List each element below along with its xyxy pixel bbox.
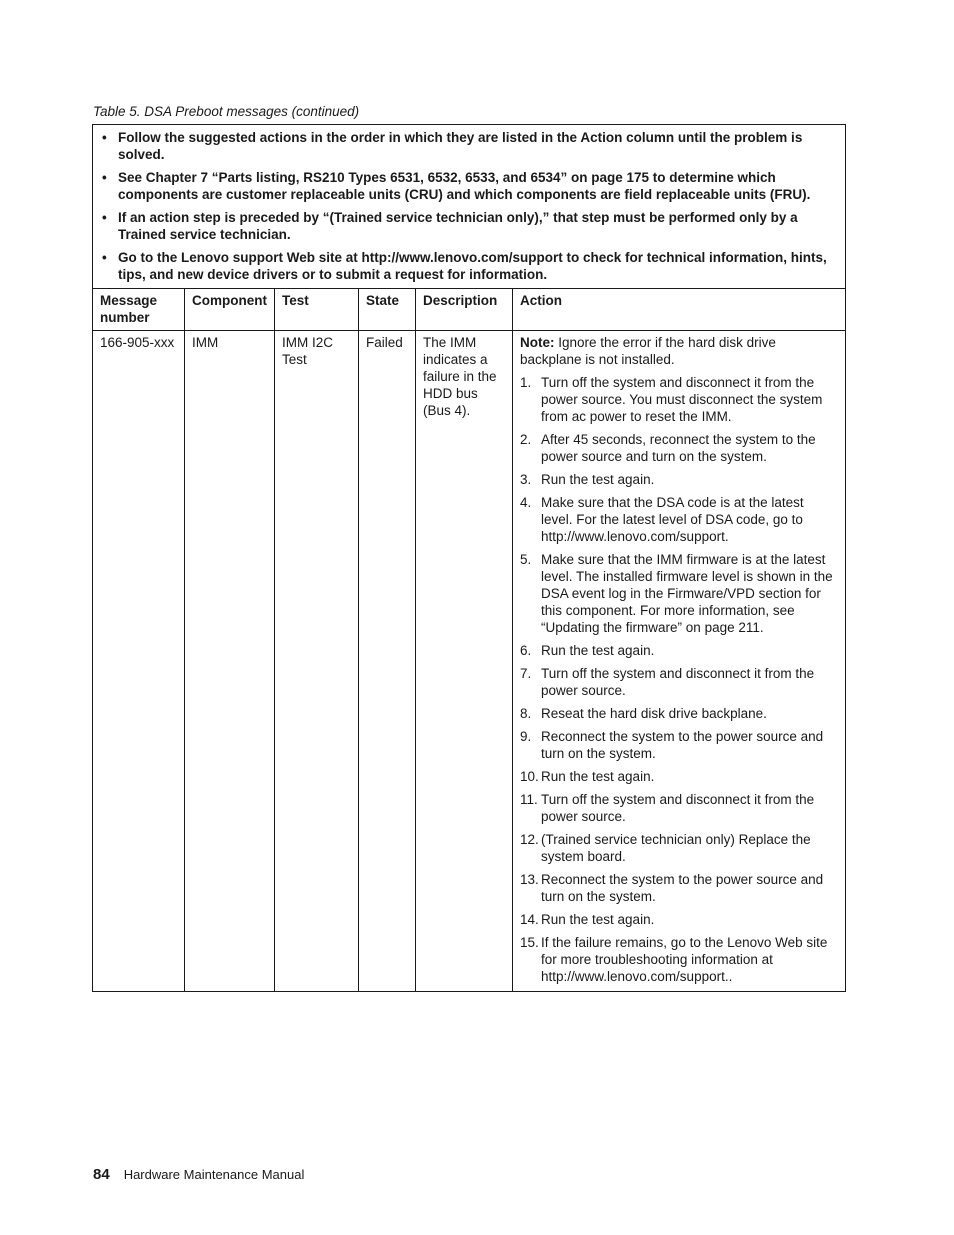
note-item: • If an action step is preceded by “(Trained service technician only),” that step must be performed only by a Trained service technician.	[101, 209, 837, 243]
step-text: (Trained service technician only) Replace the system board.	[541, 832, 811, 864]
page-footer	[93, 1166, 304, 1183]
action-step	[520, 642, 838, 659]
action-step	[520, 911, 838, 928]
action-step	[520, 471, 838, 488]
notes-cell	[93, 125, 846, 289]
step-number: 14.	[520, 912, 539, 927]
note-item: • Go to the Lenovo support Web site at http://www.lenovo.com/support to check for technical information, hints, tips, and new device drivers or to submit a request for information.	[101, 249, 837, 283]
step-text: Reconnect the system to the power source and turn on the system.	[541, 872, 824, 904]
step-text: If the failure remains, go to the Lenovo Web site for more troubleshooting information at http://www.lenovo.com/support..	[541, 935, 828, 984]
table-caption: Table 5. DSA Preboot messages (continued)	[93, 104, 360, 119]
step-number: 1.	[520, 375, 532, 390]
notes-row	[93, 125, 846, 289]
step-text: Run the test again.	[541, 643, 655, 658]
action-steps	[520, 374, 838, 985]
header-description: Description	[416, 289, 513, 331]
step-text: Run the test again.	[541, 769, 655, 784]
header-action: Action	[513, 289, 846, 331]
step-number: 2.	[520, 432, 532, 447]
action-step	[520, 665, 838, 699]
manual-title: Hardware Maintenance Manual	[123, 1167, 305, 1182]
step-number: 3.	[520, 472, 532, 487]
action-step	[520, 494, 838, 545]
step-text: Make sure that the IMM firmware is at the latest level. The installed firmware level is shown in the DSA event log in the Firmware/VPD section for this component. For more information, see “Updating the firmware” on page 211.	[541, 552, 833, 635]
cell-component: IMM	[185, 331, 275, 992]
note-item: • Follow the suggested actions in the order in which they are listed in the Action column until the problem is solved.	[101, 129, 837, 163]
step-text: Turn off the system and disconnect it from the power source.	[541, 792, 815, 824]
step-number: 10.	[520, 769, 539, 784]
note-text: Ignore the error if the hard disk drive backplane is not installed.	[520, 335, 776, 367]
cell-state: Failed	[359, 331, 416, 992]
action-step	[520, 934, 838, 985]
header-component: Component	[185, 289, 275, 331]
cell-action	[513, 331, 846, 992]
table-row	[93, 331, 846, 992]
cell-test: IMM I2C Test	[275, 331, 359, 992]
cell-message-number: 166-905-xxx	[93, 331, 185, 992]
action-step	[520, 871, 838, 905]
action-step	[520, 431, 838, 465]
cell-description: The IMM indicates a failure in the HDD bus (Bus 4).	[416, 331, 513, 992]
action-step	[520, 768, 838, 785]
step-number: 4.	[520, 495, 532, 510]
dsa-preboot-table	[92, 124, 846, 992]
action-step	[520, 791, 838, 825]
step-number: 8.	[520, 706, 532, 721]
step-number: 11.	[520, 792, 538, 807]
action-step	[520, 705, 838, 722]
header-state: State	[359, 289, 416, 331]
step-number: 12.	[520, 832, 539, 847]
step-text: Make sure that the DSA code is at the latest level. For the latest level of DSA code, go to http://www.lenovo.com/support.	[541, 495, 804, 544]
step-number: 9.	[520, 729, 532, 744]
step-text: Turn off the system and disconnect it from the power source.	[541, 666, 815, 698]
step-text: Reseat the hard disk drive backplane.	[541, 706, 767, 721]
header-row	[93, 289, 846, 331]
step-text: Run the test again.	[541, 912, 655, 927]
note-item: • See Chapter 7 “Parts listing, RS210 Types 6531, 6532, 6533, and 6534” on page 175 to determine which components are customer replaceable units (CRU) and which components are field replaceable units (FRU).	[101, 169, 837, 203]
step-text: Reconnect the system to the power source and turn on the system.	[541, 729, 824, 761]
header-test: Test	[275, 289, 359, 331]
note-label: Note:	[520, 335, 555, 350]
action-note	[520, 334, 838, 368]
action-step	[520, 374, 838, 425]
step-number: 7.	[520, 666, 532, 681]
action-step	[520, 831, 838, 865]
header-message-number: Message number	[93, 289, 185, 331]
action-step	[520, 728, 838, 762]
step-number: 6.	[520, 643, 532, 658]
step-number: 15.	[520, 935, 539, 950]
step-text: Turn off the system and disconnect it from the power source. You must disconnect the system from ac power to reset the IMM.	[541, 375, 823, 424]
step-number: 13.	[520, 872, 539, 887]
step-number: 5.	[520, 552, 532, 567]
notes-list	[101, 129, 837, 283]
step-text: Run the test again.	[541, 472, 655, 487]
step-text: After 45 seconds, reconnect the system to the power source and turn on the system.	[541, 432, 816, 464]
action-step	[520, 551, 838, 636]
page-number: 84	[93, 1166, 110, 1183]
